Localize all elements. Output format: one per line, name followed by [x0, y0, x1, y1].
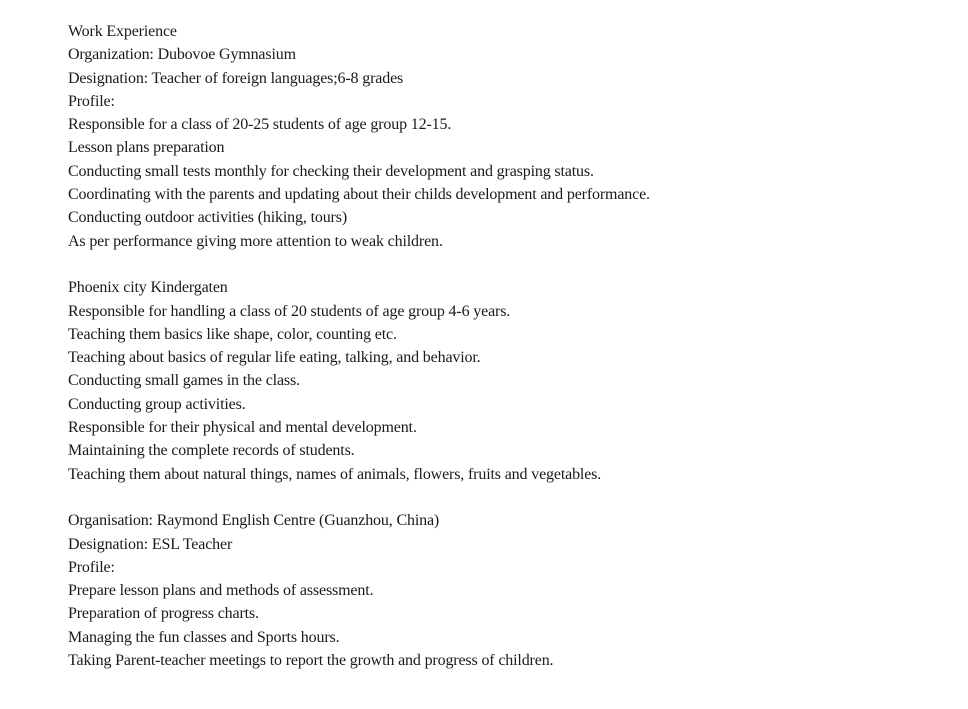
duty-item: Teaching them about natural things, names of animals, flowers, fruits and vegetables. — [68, 465, 602, 483]
duty-item: Preparation of progress charts. — [68, 605, 259, 623]
duty-item: Conducting group activities. — [68, 395, 246, 413]
duty-item: Maintaining the complete records of students. — [68, 442, 355, 460]
designation-line: Designation: ESL Teacher — [68, 535, 233, 553]
paragraph-gap — [68, 486, 948, 509]
organization-line: Organisation: Raymond English Centre (Guanzhou, China) — [68, 512, 440, 530]
duty-item: Teaching about basics of regular life eating, talking, and behavior. — [68, 349, 481, 367]
experience-phoenix-kindergarten — [68, 276, 948, 486]
designation-line: Designation: Teacher of foreign languages;6-8 grades — [68, 69, 404, 87]
profile-label: Profile: — [68, 558, 115, 576]
organization-line: Phoenix city Kindergaten — [68, 279, 228, 297]
section-heading: Work Experience — [68, 23, 177, 40]
duty-item: Responsible for their physical and mental development. — [68, 419, 417, 437]
duty-item: Coordinating with the parents and updating about their childs development and performance. — [68, 186, 650, 204]
duty-item: Taking Parent-teacher meetings to report the growth and progress of children. — [68, 652, 554, 670]
duty-item: Managing the fun classes and Sports hours. — [68, 628, 340, 646]
duty-item: Responsible for a class of 20-25 students of age group 12-15. — [68, 116, 452, 134]
experience-raymond-english-centre — [68, 509, 948, 672]
document-body — [68, 20, 948, 672]
duty-item: Lesson plans preparation — [68, 139, 225, 157]
duty-item: Responsible for handling a class of 20 students of age group 4-6 years. — [68, 302, 511, 320]
duty-item: As per performance giving more attention to weak children. — [68, 232, 443, 250]
duty-item: Conducting outdoor activities (hiking, tours) — [68, 209, 347, 227]
profile-label: Profile: — [68, 92, 115, 110]
paragraph-gap — [68, 253, 948, 276]
experience-dubovoe-gymnasium — [68, 43, 948, 253]
organization-line: Organization: Dubovoe Gymnasium — [68, 46, 296, 64]
duty-item: Conducting small games in the class. — [68, 372, 300, 390]
duty-item: Conducting small tests monthly for checking their development and grasping status. — [68, 162, 594, 180]
duty-item: Prepare lesson plans and methods of assessment. — [68, 582, 374, 600]
duty-item: Teaching them basics like shape, color, counting etc. — [68, 325, 397, 343]
